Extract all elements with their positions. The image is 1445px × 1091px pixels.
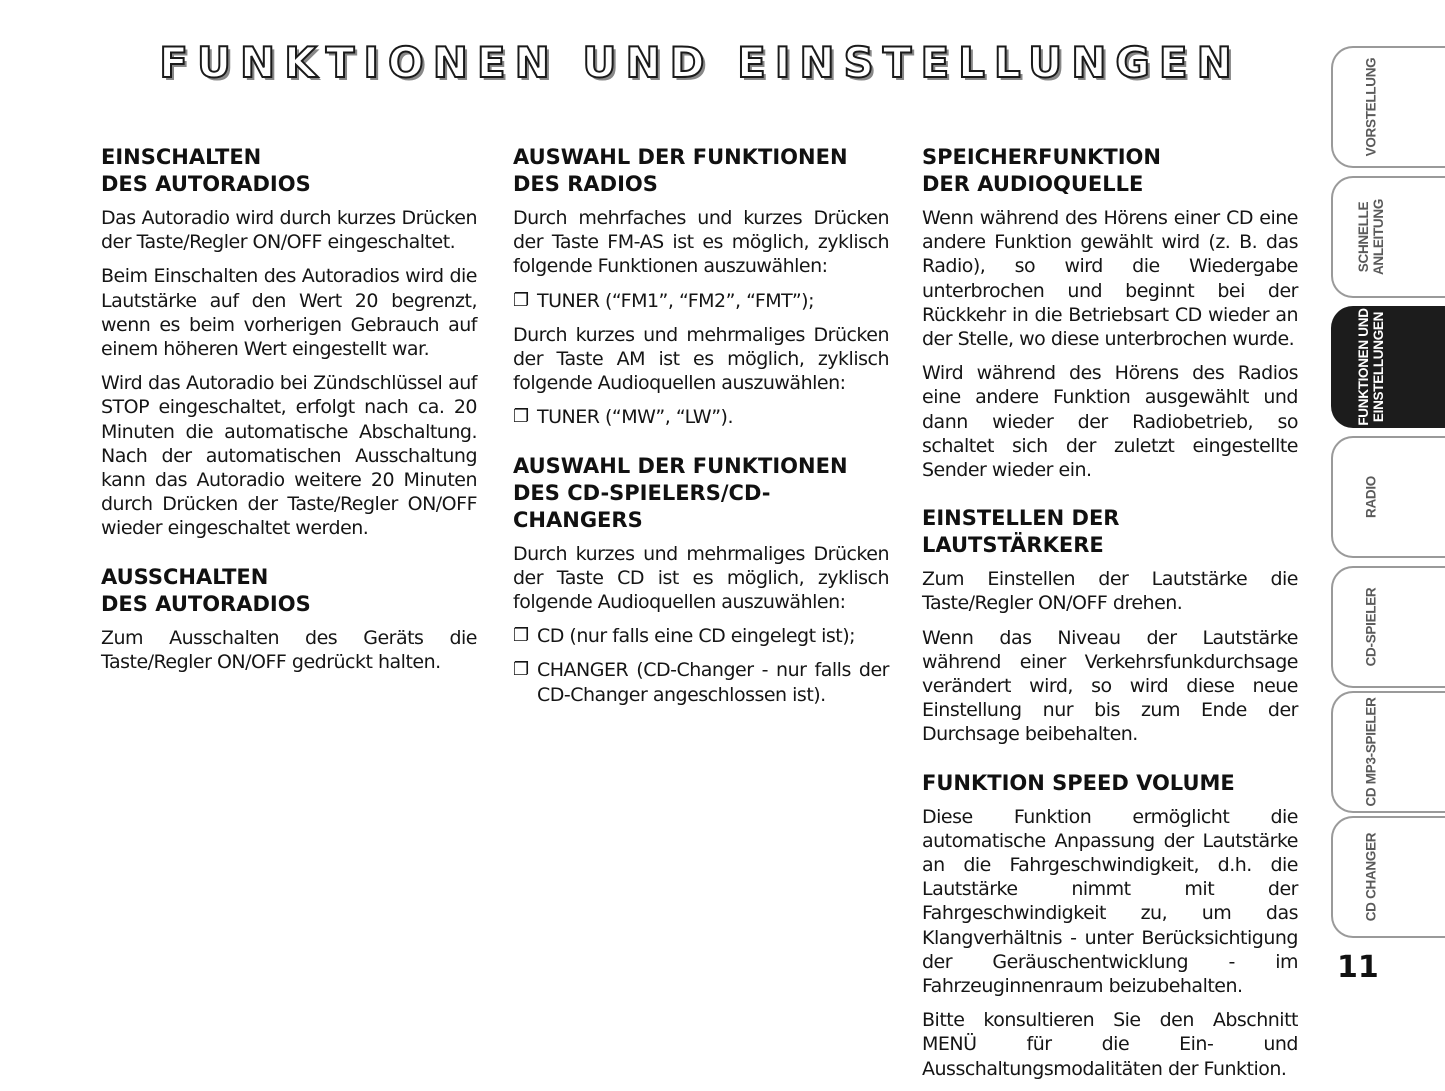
paragraph: Bitte konsultieren Sie den Abschnitt MENÜ für die Ein- und Ausschaltungsmodalitäten der Funktion. (922, 1009, 1298, 1080)
checkbox-square-icon: ❐ (513, 659, 529, 681)
bullet-item (513, 405, 889, 429)
heading-auswahl-radio: AUSWAHL DER FUNKTIONEN DES RADIOS (513, 145, 848, 196)
tab-label: CD MP3-SPIELER (1363, 697, 1379, 807)
bullet-item (513, 289, 889, 313)
tab-label: CD-SPIELER (1363, 587, 1379, 667)
tab-label: VORSTELLUNG (1363, 57, 1379, 157)
bullet-item (513, 624, 889, 648)
paragraph: Durch mehrfaches und kurzes Drücken der Taste FM-AS ist es möglich, zyklisch folgende Funktionen auszuwählen: (513, 207, 889, 278)
paragraph: Wenn das Niveau der Lautstärke während einer Verkehrsfunkdurchsage verändert wird, so wird diese neue Einstellung nur bis zum Ende der Durchsage beibehalten. (922, 626, 1298, 746)
heading-lautstaerke: EINSTELLEN DER LAUTSTÄRKERE (922, 506, 1120, 558)
paragraph: Wird das Autoradio bei Zündschlüssel auf STOP eingeschaltet, erfolgt nach ca. 20 Minuten die automatische Abschaltung. Nach der automatischen Ausschaltung kann das Autoradio weitere 20 Minuten durch Drücken der Taste/Regler ON/OFF wieder eingeschaltet werden. (101, 372, 477, 540)
heading-auswahl-cd: AUSWAHL DER FUNKTIONEN DES CD-SPIELERS/CD- CHANGERS (513, 453, 848, 532)
checkbox-square-icon: ❐ (513, 406, 529, 428)
column-left (101, 144, 477, 684)
tab-cd-mp3-spieler[interactable] (1331, 691, 1445, 813)
heading-speicherfunktion: SPEICHERFUNKTION DER AUDIOQUELLE (922, 145, 1161, 196)
tab-funktionen-und-einstellungen[interactable] (1331, 306, 1445, 428)
paragraph: Durch kurzes und mehrmaliges Drücken der Taste CD ist es möglich, zyklisch folgende Audioquellen auszuwählen: (513, 542, 889, 614)
heading-speed-volume: FUNKTION SPEED VOLUME (922, 770, 1235, 795)
paragraph: Zum Ausschalten des Geräts die Taste/Regler ON/OFF gedrückt halten. (101, 626, 477, 673)
tab-vorstellung[interactable] (1331, 46, 1445, 168)
column-middle (513, 144, 889, 717)
bullet-text: TUNER (“MW”, “LW”). (537, 406, 734, 429)
tab-cd-changer[interactable] (1331, 816, 1445, 938)
page-title: FUNKTIONEN UND EINSTELLUNGEN (159, 38, 1241, 87)
tab-radio[interactable] (1331, 436, 1445, 558)
column-right (922, 144, 1298, 1091)
paragraph: Das Autoradio wird durch kurzes Drücken der Taste/Regler ON/OFF eingeschaltet. (101, 207, 477, 254)
checkbox-square-icon: ❐ (513, 625, 529, 647)
bullet-text: CD (nur falls eine CD eingelegt ist); (537, 625, 856, 648)
tab-label: SCHNELLE ANLEITUNG (1356, 198, 1386, 276)
paragraph: Durch kurzes und mehrmaliges Drücken der Taste AM ist es möglich, zyklisch folgende Audioquellen auszuwählen: (513, 323, 889, 395)
bullet-item (513, 658, 889, 706)
checkbox-square-icon: ❐ (513, 289, 529, 311)
tab-label: CD CHANGER (1363, 832, 1379, 922)
paragraph: Wenn während des Hörens einer CD eine andere Funktion gewählt wird (z. B. das Radio), so wird die Wiedergabe unterbrochen und beginnt bei der Rückkehr in die Betriebsart CD wieder an der Stelle, wo diese unterbrochen wurde. (922, 207, 1298, 351)
tab-schnelle-anleitung[interactable] (1331, 176, 1445, 298)
tab-label: FUNKTIONEN UND EINSTELLUNGEN (1356, 308, 1386, 426)
bullet-text: TUNER (“FM1”, “FM2”, “FMT”); (537, 289, 814, 312)
paragraph: Beim Einschalten des Autoradios wird die Lautstärke auf den Wert 20 begrenzt, wenn es beim vorherigen Gebrauch auf einem höheren Wert eingestellt war. (101, 265, 477, 361)
heading-einschalten: EINSCHALTEN DES AUTORADIOS (101, 145, 311, 196)
tab-label: RADIO (1363, 476, 1379, 518)
paragraph: Zum Einstellen der Lautstärke die Taste/Regler ON/OFF drehen. (922, 568, 1298, 615)
heading-ausschalten: AUSSCHALTEN DES AUTORADIOS (101, 564, 311, 616)
bullet-text: CHANGER (CD-Changer - nur falls der CD-Changer angeschlossen ist). (537, 659, 889, 706)
paragraph: Wird während des Hörens des Radios eine andere Funktion ausgewählt und dann wieder der Radiobetrieb, so schaltet sich der zuletzt eingestellte Sender wieder ein. (922, 362, 1298, 482)
paragraph: Diese Funktion ermöglicht die automatische Anpassung der Lautstärke an die Fahrgeschwindigkeit, d.h. die Lautstärke nimmt mit der Fahrgeschwindigkeit zu, um das Klangverhältnis - unter Berücksichtigung der Geräuschentwicklung - im Fahrzeuginnenraum beizubehalten. (922, 805, 1298, 998)
page-number: 11 (1337, 950, 1379, 985)
tab-cd-spieler[interactable] (1331, 566, 1445, 688)
